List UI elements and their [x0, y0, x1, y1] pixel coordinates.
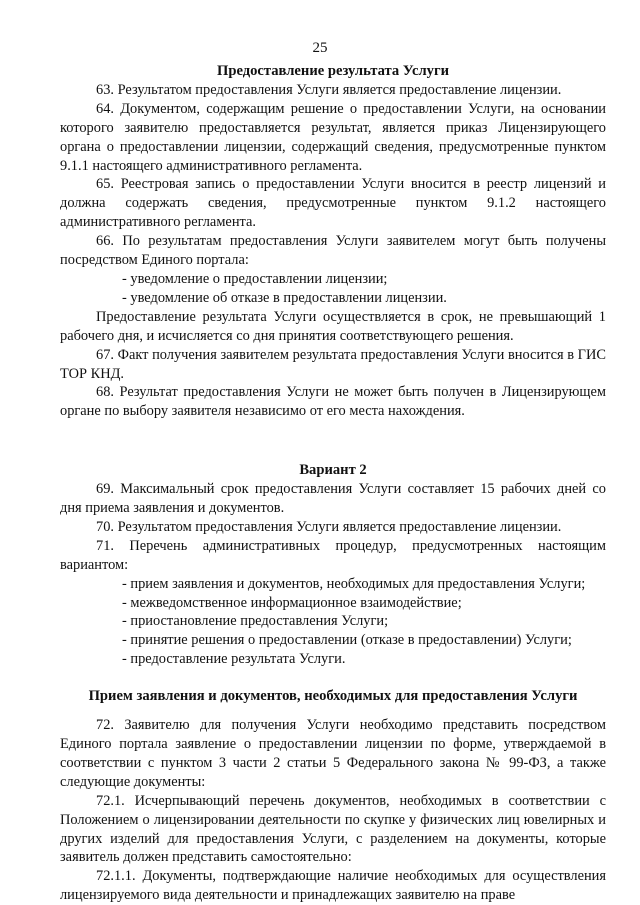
paragraph-70: 70. Результатом предоставления Услуги является предоставление лицензии. — [96, 518, 562, 535]
bullet-item: - прием заявления и документов, необходимых для предоставления Услуги; — [60, 575, 606, 594]
spacer — [60, 421, 606, 461]
bullet-item: - межведомственное информационное взаимодействие; — [60, 594, 606, 613]
paragraph-66: 66. По результатам предоставления Услуги заявителем могут быть получены посредством Единого портала: — [60, 233, 606, 269]
paragraph-72: 72. Заявителю для получения Услуги необходимо представить посредством Единого портала заявление о предоставлении лицензии по форме, утверждаемой в соответствии с пунктом 3 части 2 статьи 5 Федерального закона № 99-ФЗ, а также следующие документы: — [60, 717, 606, 790]
paragraph-71: 71. Перечень административных процедур, предусмотренных настоящим вариантом: — [60, 537, 606, 573]
page-number: 25 — [312, 40, 328, 56]
spacer — [60, 706, 606, 716]
bullet-item: - приостановление предоставления Услуги; — [60, 612, 606, 631]
paragraph-72-1: 72.1. Исчерпывающий перечень документов, необходимых в соответствии с Положением о лицензировании деятельности по скупке у физических лиц ювелирных и других изделий для предоставления Услуги, с разделением на документы, которые заявитель должен представить самостоятельно: — [60, 792, 606, 866]
paragraph-63: 63. Результатом предоставления Услуги является предоставление лицензии. — [96, 81, 562, 98]
spacer — [60, 669, 606, 687]
section-title-result: Предоставление результата Услуги — [217, 63, 449, 79]
paragraph-67: 67. Факт получения заявителем результата предоставления Услуги вносится в ГИС ТОР КНД. — [60, 346, 606, 382]
bullet-item: - уведомление об отказе в предоставлении лицензии. — [60, 289, 606, 308]
paragraph-65: 65. Реестровая запись о предоставлении Услуги вносится в реестр лицензий и должна содержать сведения, предусмотренные пунктом 9.1.2 настоящего административного регламента. — [60, 176, 606, 231]
paragraph-term: Предоставление результата Услуги осуществляется в срок, не превышающий 1 рабочего дня, и исчисляется со дня принятия соответствующего решения. — [60, 308, 606, 344]
bullet-item: - принятие решения о предоставлении (отказе в предоставлении) Услуги; — [60, 631, 606, 650]
bullet-item: - уведомление о предоставлении лицензии; — [60, 270, 606, 289]
paragraph-68: 68. Результат предоставления Услуги не может быть получен в Лицензирующем органе по выбору заявителя независимо от его места нахождения. — [60, 384, 606, 420]
paragraph-69: 69. Максимальный срок предоставления Услуги составляет 15 рабочих дней со дня приема заявления и документов. — [60, 481, 606, 517]
section-title-application: Прием заявления и документов, необходимых для предоставления Услуги — [88, 688, 578, 705]
paragraph-72-1-1: 72.1.1. Документы, подтверждающие наличие необходимых для осуществления лицензируемого вида деятельности и принадлежащих заявителю на праве — [60, 868, 606, 904]
bullet-item: - предоставление результата Услуги. — [60, 650, 606, 669]
paragraph-64: 64. Документом, содержащим решение о предоставлении Услуги, на основании которого заявителю предоставляется результат, является приказ Лицензирующего органа о предоставлении лицензии, содержащий сведения, предусмотренные пунктом 9.1.1 настоящего административного регламента. — [60, 100, 606, 174]
page-content — [60, 62, 606, 905]
section-title-variant-2: Вариант 2 — [299, 462, 367, 479]
